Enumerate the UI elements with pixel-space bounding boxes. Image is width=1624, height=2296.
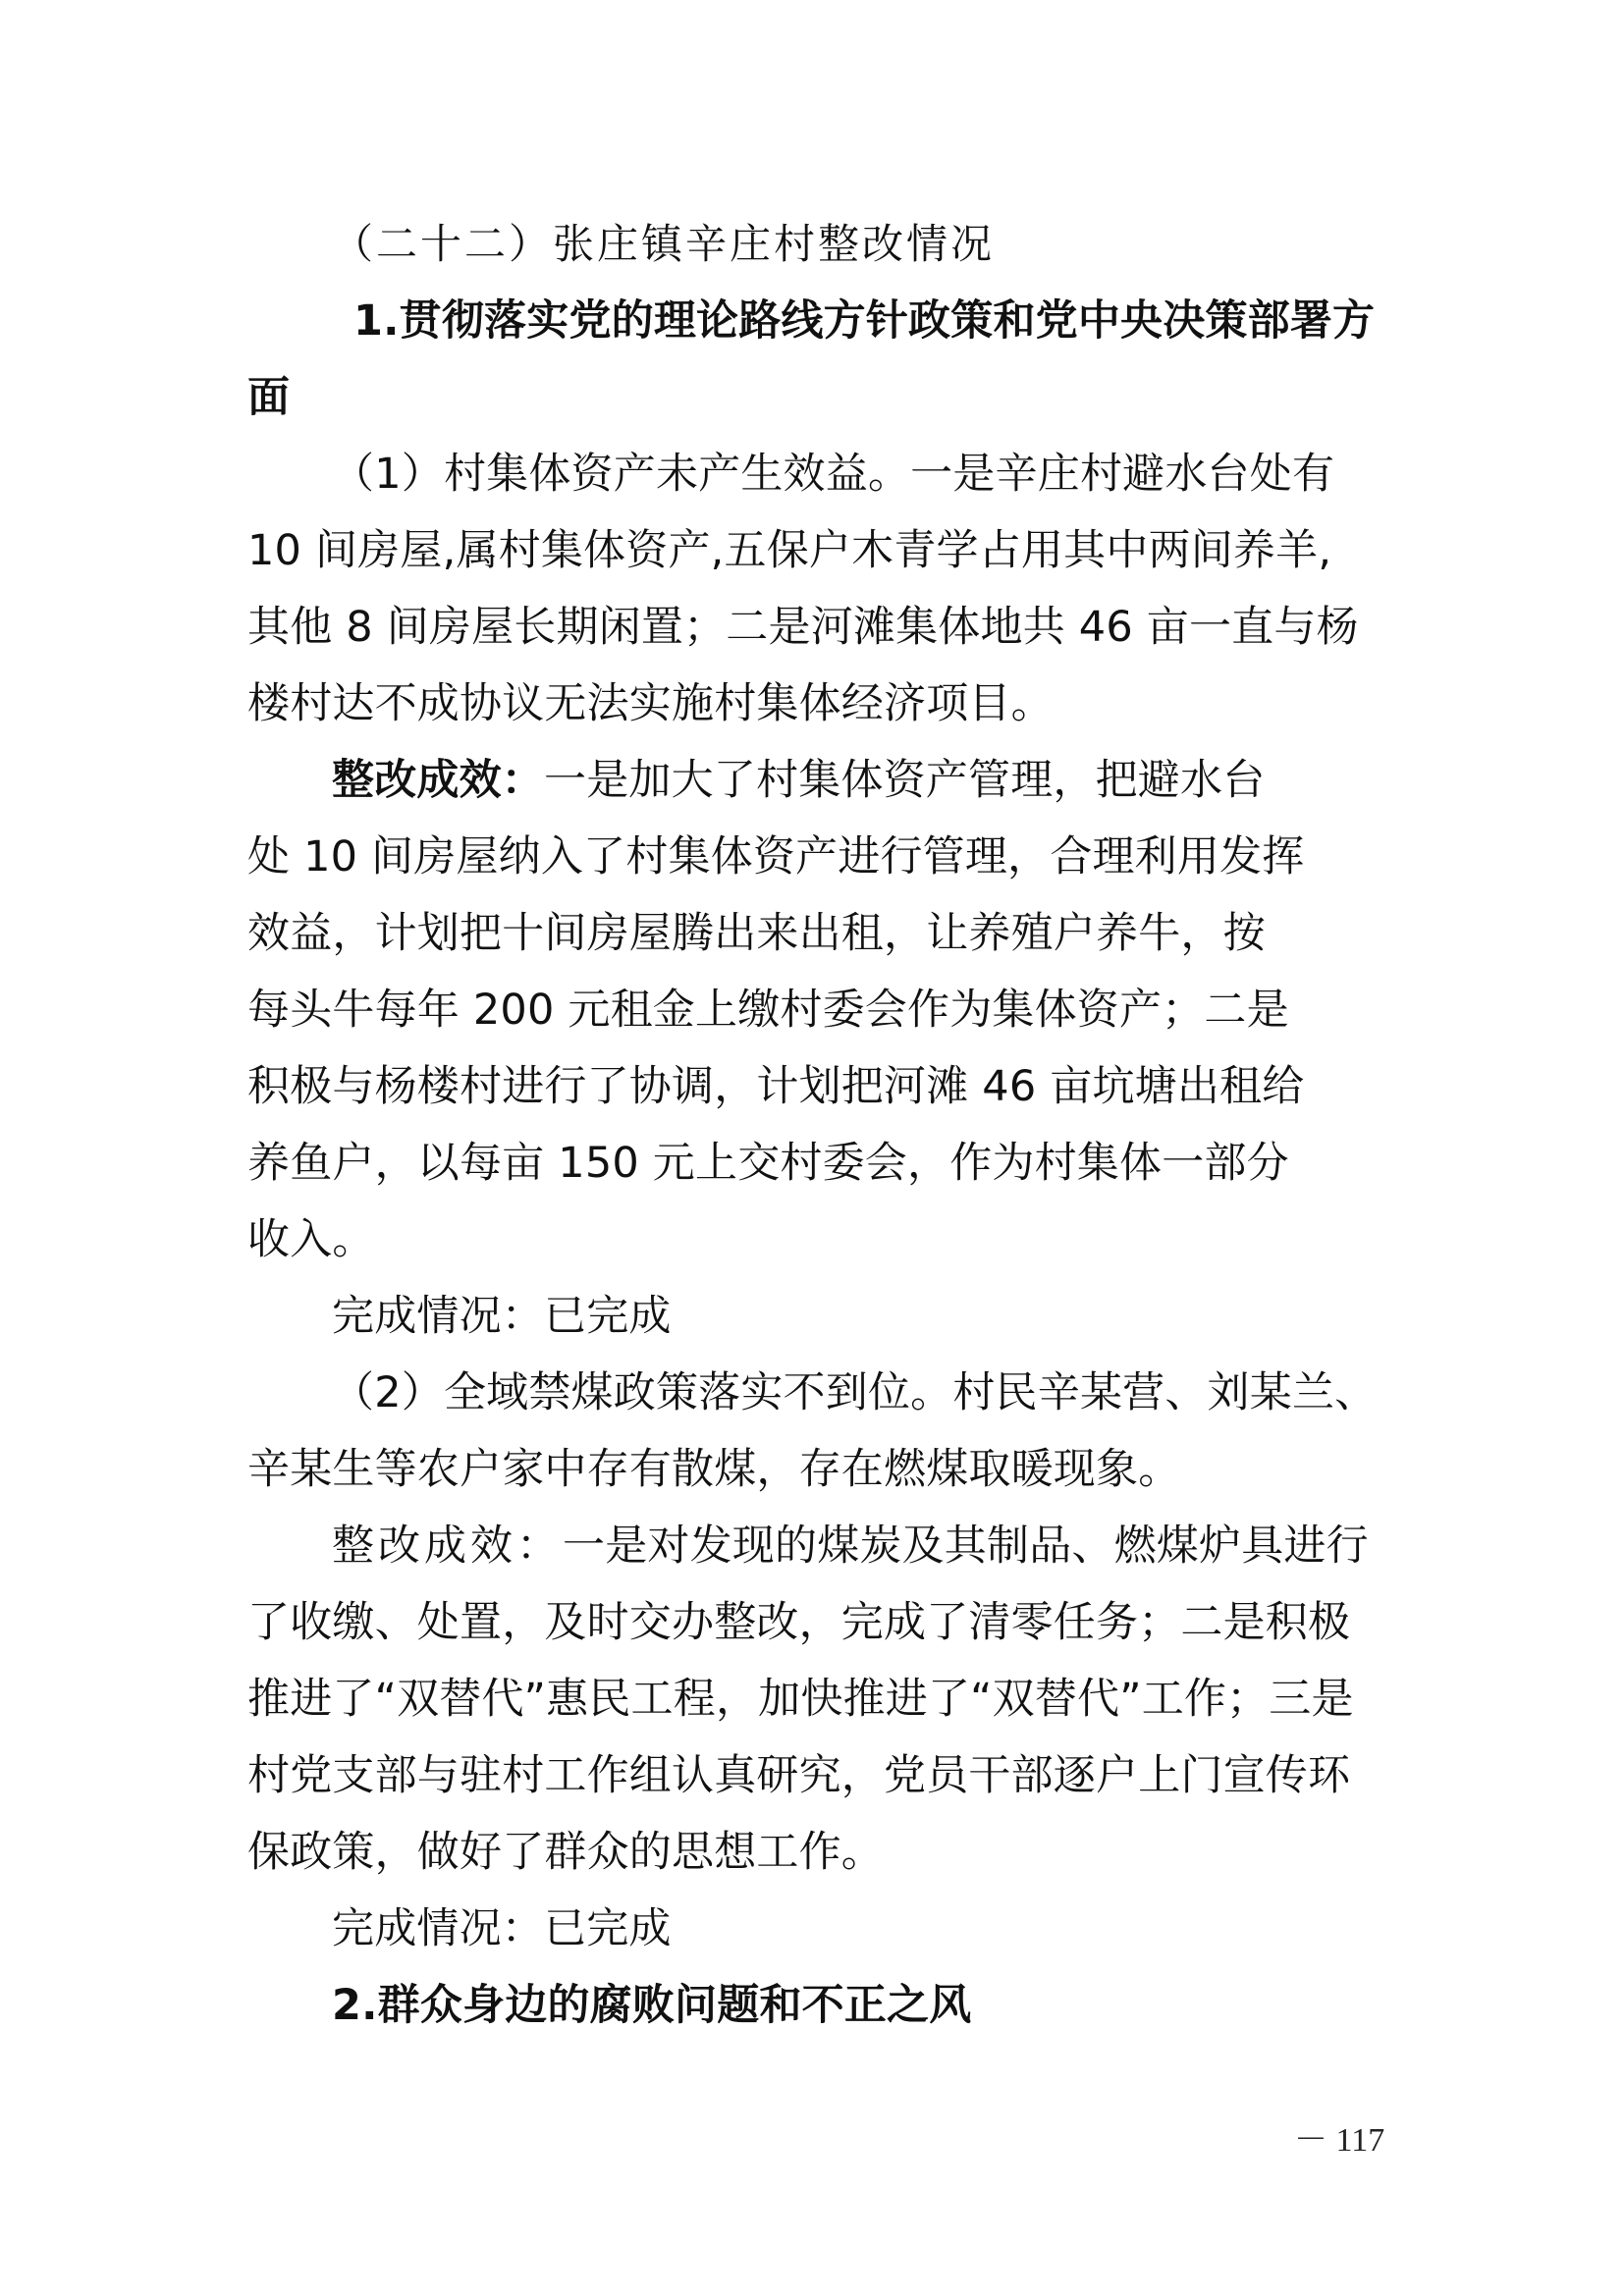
item-1-problem-line-4: 楼村达不成协议无法实施村集体经济项目。 [247, 679, 1054, 728]
item-2-result-label: 整改成效： [332, 1522, 563, 1571]
item-1-result-line-5: 积极与杨楼村进行了协调，计划把河滩 46 亩坑塘出租给 [247, 1062, 1305, 1111]
item-2-result-text: 一是对发现的煤炭及其制品、燃煤炉具进行 [563, 1522, 1369, 1571]
item-2-result-line-5: 保政策，做好了群众的思想工作。 [247, 1828, 884, 1877]
item-2-problem-line-1: （2）全域禁煤政策落实不到位。村民辛某营、刘某兰、 [332, 1368, 1378, 1417]
heading-1-line-2: 面 [247, 373, 291, 422]
section-title: （二十二）张庄镇辛庄村整改情况 [332, 220, 996, 268]
item-2-result-line-1 [247, 1508, 1386, 1584]
item-1-problem-line-2: 10 间房屋,属村集体资产,五保户木青学占用其中两间养羊, [247, 526, 1332, 575]
item-1-status: 完成情况：已完成 [332, 1292, 672, 1341]
item-1-result-line-3: 效益，计划把十间房屋腾出来出租，让养殖户养牛，按 [247, 909, 1266, 958]
item-1-problem-line-3: 其他 8 间房屋长期闲置；二是河滩集体地共 46 亩一直与杨 [247, 603, 1359, 652]
item-1-result-line-7: 收入。 [247, 1215, 375, 1264]
item-2-problem-line-2: 辛某生等农户家中存有散煤，存在燃煤取暖现象。 [247, 1445, 1181, 1494]
item-2-result-line-3: 推进了“双替代”惠民工程，加快推进了“双替代”工作；三是 [247, 1675, 1354, 1724]
item-1-result-label: 整改成效： [332, 756, 544, 805]
item-2-result-line-2: 了收缴、处置，及时交办整改，完成了清零任务；二是积极 [247, 1598, 1351, 1647]
heading-1-line-1: 1.贯彻落实党的理论路线方针政策和党中央决策部署方 [353, 296, 1376, 346]
item-1-result-line-1 [247, 742, 1386, 819]
item-1-result-line-4: 每头牛每年 200 元租金上缴村委会作为集体资产；二是 [247, 986, 1289, 1035]
item-2-result-line-4: 村党支部与驻村工作组认真研究，党员干部逐户上门宣传环 [247, 1751, 1351, 1800]
heading-2: 2.群众身边的腐败问题和不正之风 [332, 1981, 972, 2030]
page-number: － 117 [1294, 2122, 1385, 2159]
item-2-status: 完成情况：已完成 [332, 1904, 672, 1953]
item-1-result-line-2: 处 10 间房屋纳入了村集体资产进行管理，合理利用发挥 [247, 832, 1305, 881]
item-1-result-line-6: 养鱼户，以每亩 150 元上交村委会，作为村集体一部分 [247, 1139, 1289, 1188]
item-1-problem-line-1: （1）村集体资产未产生效益。一是辛庄村避水台处有 [332, 450, 1335, 499]
item-1-result-text: 一是加大了村集体资产管理，把避水台 [544, 756, 1266, 805]
document-page [247, 206, 1386, 2044]
